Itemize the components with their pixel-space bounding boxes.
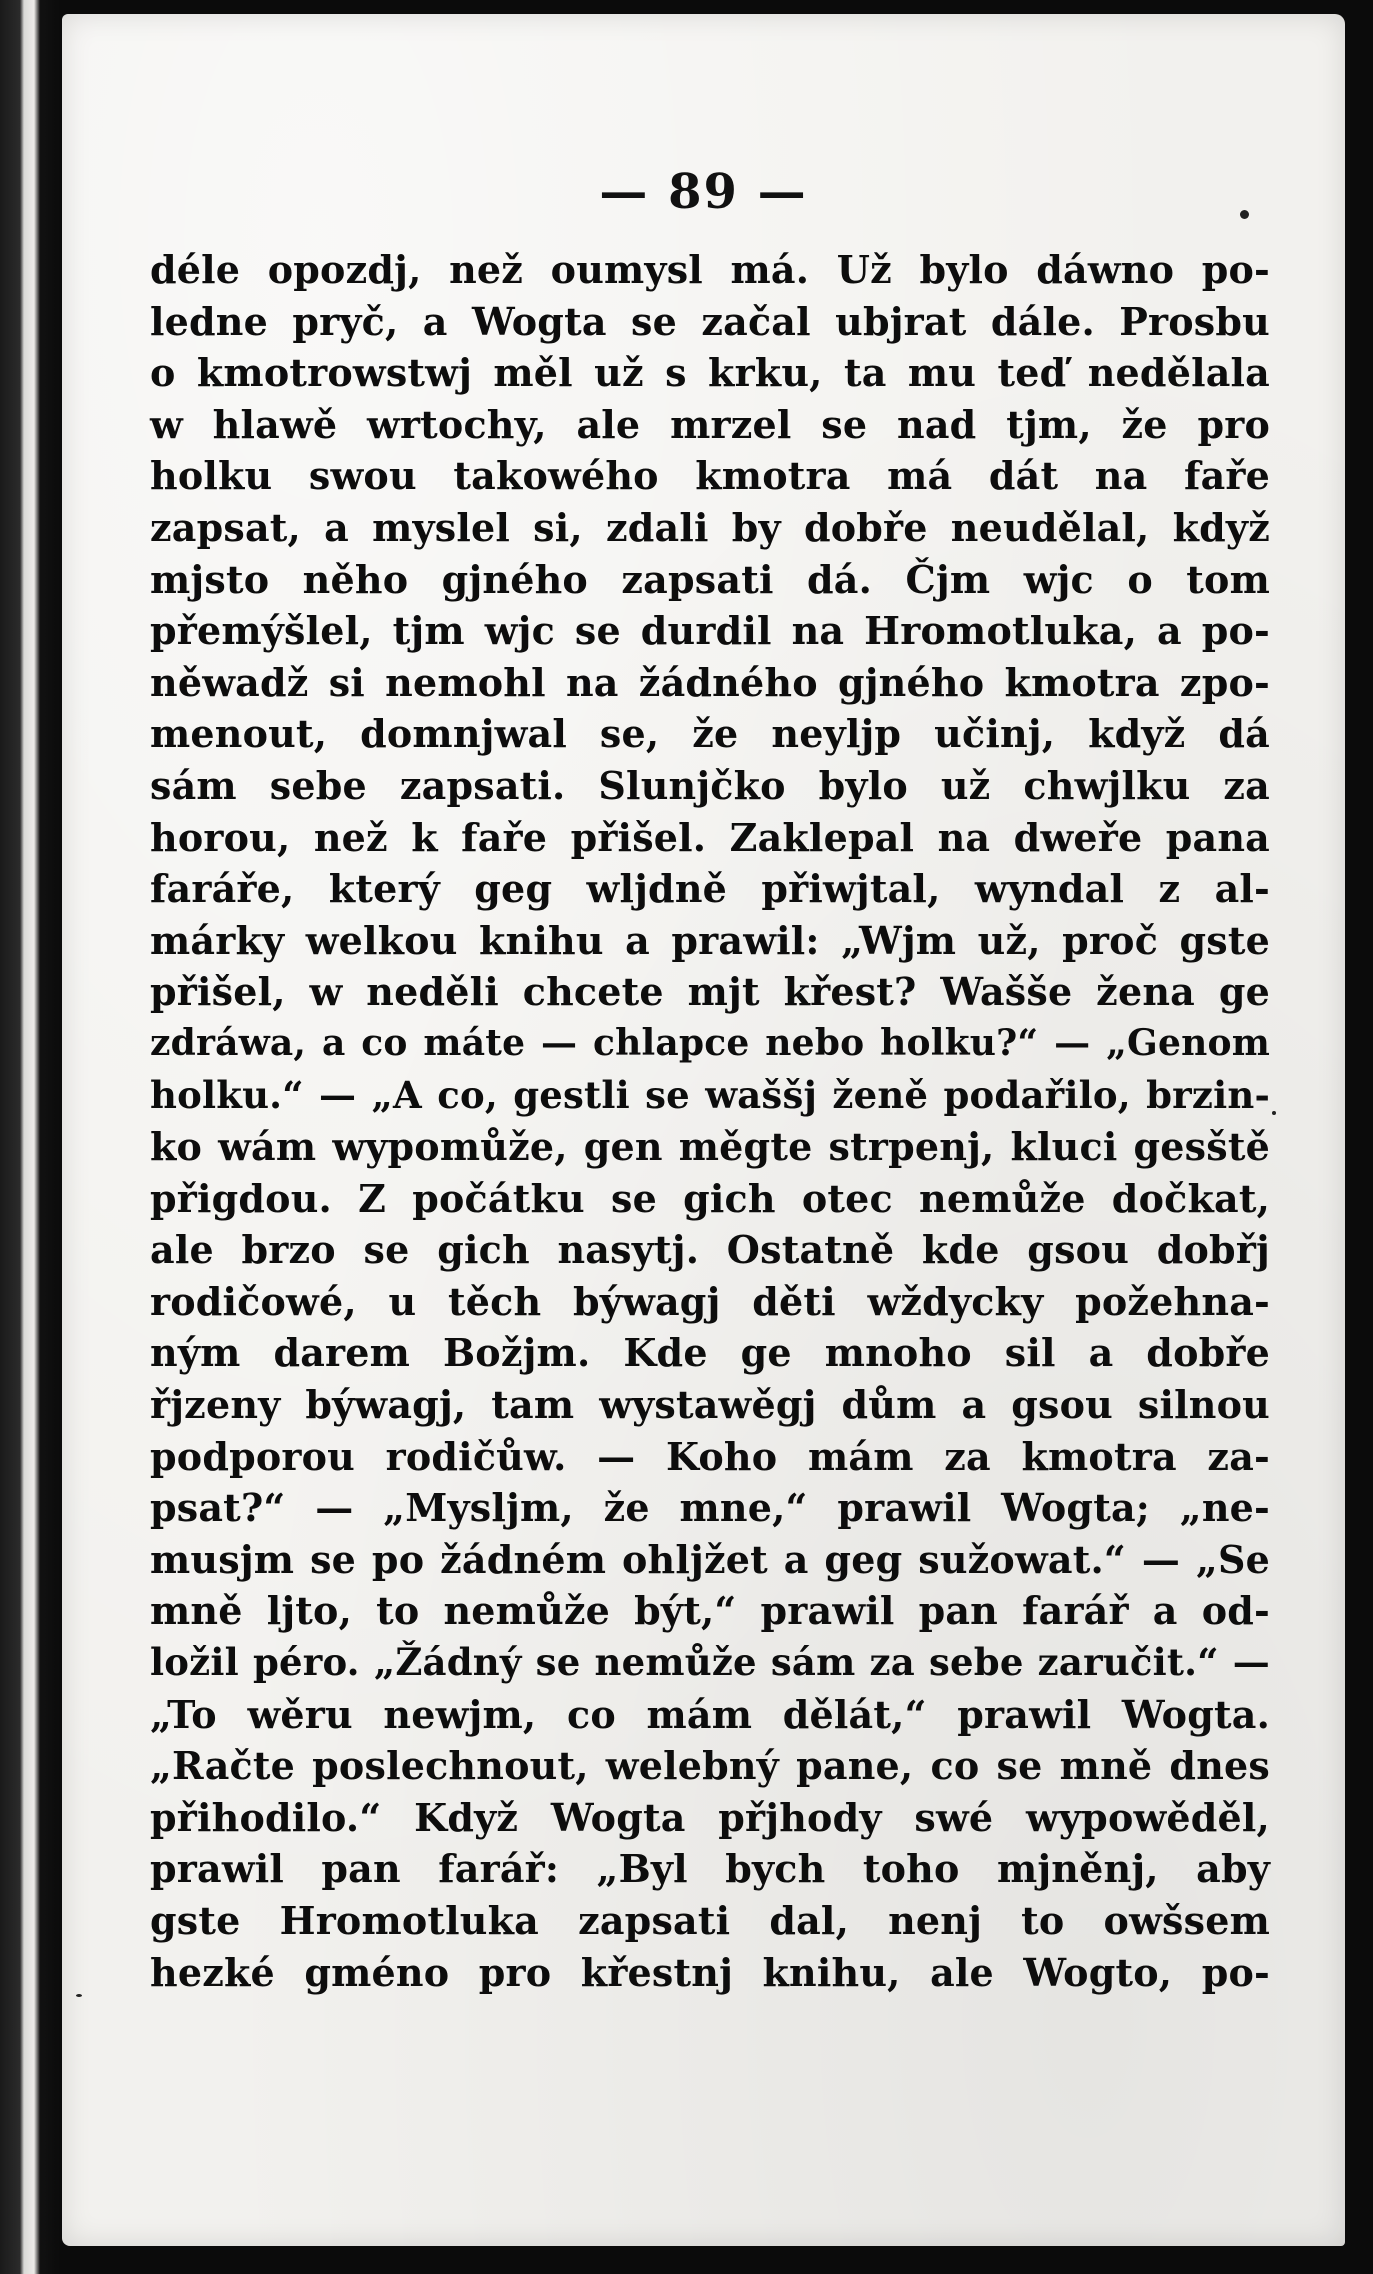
text-line: sám sebe zapsati. Slunjčko bylo už chwjlku za bbox=[150, 762, 1270, 808]
text-line: ným darem Božjm. Kde ge mnoho sil a dobře bbox=[150, 1330, 1270, 1376]
book-spine-edge bbox=[0, 0, 60, 2274]
text-line: přemýšlel, tjm wjc se durdil na Hromotluka, a po- bbox=[150, 608, 1270, 654]
text-line: déle opozdj, než oumysl má. Už bylo dáwno po- bbox=[150, 247, 1270, 292]
paper-speck bbox=[76, 1994, 82, 1997]
text-line: ale brzo se gich nasytj. Ostatně kde gsou dobřj bbox=[150, 1227, 1270, 1273]
text-line: psat?“ — „Mysljm, že mne,“ prawil Wogta; „ne- bbox=[150, 1485, 1270, 1531]
text-line: „To wěru newjm, co mám dělát,“ prawil Wogta. bbox=[150, 1691, 1270, 1737]
text-line: podporou rodičůw. — Koho mám za kmotra za- bbox=[150, 1433, 1270, 1479]
text-line: ko wám wypomůže, gen měgte strpenj, kluci gesště bbox=[150, 1124, 1270, 1170]
text-line: mně ljto, to nemůže být,“ prawil pan farář a od- bbox=[150, 1588, 1270, 1634]
text-line: mjsto něho gjného zapsati dá. Čjm wjc o tom bbox=[150, 556, 1270, 602]
text-line: musjm se po žádném ohljžet a geg sužowat.“ — „Se bbox=[150, 1536, 1270, 1582]
text-line: w hlawě wrtochy, ale mrzel se nad tjm, že pro bbox=[150, 401, 1270, 447]
text-line: menout, domnjwal se, že neyljp učinj, když dá bbox=[150, 711, 1270, 757]
text-line: ložil péro. „Žádný se nemůže sám za sebe zaručit.“ — bbox=[150, 1640, 1270, 1685]
text-line: faráře, který geg wljdně přiwjtal, wyndal z al- bbox=[150, 866, 1270, 912]
text-line: zdráwa, a co máte — chlapce nebo holku?“ — „Genom bbox=[150, 1021, 1270, 1064]
text-line: prawil pan farář: „Byl bych toho mjněnj, aby bbox=[150, 1846, 1270, 1892]
text-line: rodičowé, u těch býwagj děti wždycky požehna- bbox=[150, 1278, 1270, 1324]
page-sheet bbox=[62, 14, 1345, 2246]
text-line: horou, než k faře přišel. Zaklepal na dweře pana bbox=[150, 814, 1270, 860]
text-line: něwadž si nemohl na žádného gjného kmotra zpo- bbox=[150, 659, 1270, 705]
text-line: „Račte poslechnout, welebný pane, co se mně dnes bbox=[150, 1743, 1270, 1789]
text-line: přihodilo.“ Když Wogta přjhody swé wypowěděl, bbox=[150, 1794, 1270, 1840]
text-line: gste Hromotluka zapsati dal, nenj to owšsem bbox=[150, 1898, 1270, 1943]
text-line: řjzeny býwagj, tam wystawěgj dům a gsou silnou bbox=[150, 1382, 1270, 1428]
paper-speck bbox=[1240, 210, 1249, 219]
text-line: hezké gméno pro křestnj knihu, ale Wogto, po- bbox=[150, 1949, 1270, 1995]
text-line: holku.“ — „A co, gestli se waššj ženě podařilo, brzin- bbox=[150, 1072, 1270, 1117]
text-line: o kmotrowstwj měl už s krku, ta mu teď nedělala bbox=[150, 350, 1270, 396]
text-line: zapsat, a myslel si, zdali by dobře neudělal, když bbox=[150, 504, 1270, 550]
paper-speck bbox=[1272, 1111, 1276, 1115]
text-line: holku swou takowého kmotra má dát na faře bbox=[150, 453, 1270, 499]
page-number: — 89 — bbox=[599, 164, 808, 220]
text-line: márky welkou knihu a prawil: „Wjm už, proč gste bbox=[150, 917, 1270, 963]
body-text bbox=[150, 244, 1270, 1998]
text-line: přigdou. Z počátku se gich otec nemůže dočkat, bbox=[150, 1175, 1270, 1221]
text-line: přišel, w neděli chcete mjt křest? Wašše žena ge bbox=[150, 969, 1270, 1015]
text-line: ledne pryč, a Wogta se začal ubjrat dále. Prosbu bbox=[150, 298, 1270, 344]
